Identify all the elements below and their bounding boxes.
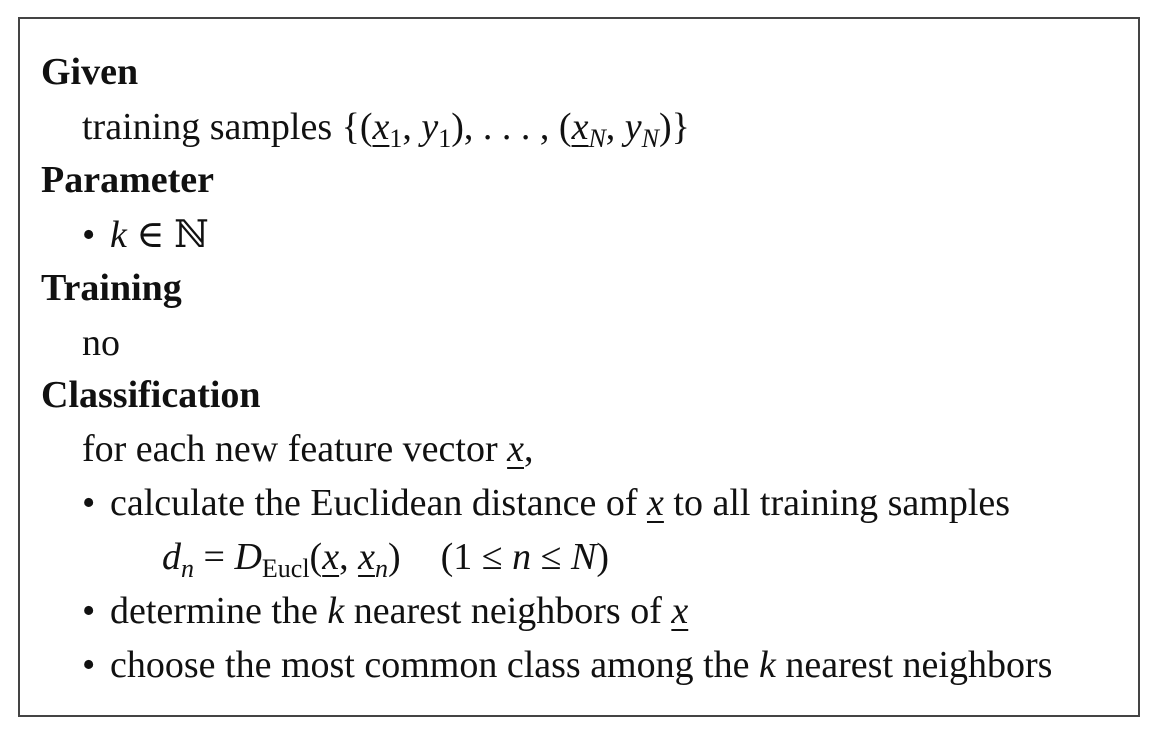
formula-cond-mid: ≤: [531, 536, 571, 578]
formula-xn-sub: n: [374, 554, 388, 583]
classification-intro: [82, 430, 534, 468]
given-yN-sub: N: [641, 124, 660, 153]
formula-n: n: [512, 536, 532, 578]
formula-eq: =: [194, 536, 235, 578]
formula-d: d: [162, 536, 181, 578]
bullet-icon: •: [82, 482, 96, 524]
step1-x: x: [647, 482, 664, 524]
given-text: [82, 106, 690, 153]
formula-cond-open: (1 ≤: [440, 536, 513, 578]
intro-x: x: [507, 428, 524, 470]
heading-training: Training: [41, 267, 182, 309]
parameter-item: [82, 216, 209, 254]
step1-suffix: to all training samples: [663, 482, 1011, 524]
step2-x: x: [671, 590, 689, 632]
training-text: no: [82, 322, 120, 364]
given-x1: x: [372, 106, 390, 148]
heading-parameter: Parameter: [41, 159, 214, 201]
given-x1-sub: 1: [389, 124, 403, 153]
bullet-icon: •: [82, 214, 96, 256]
given-middle: ), . . . , (: [451, 106, 572, 148]
distance-formula: [162, 536, 609, 583]
bullet-icon: •: [82, 590, 96, 632]
algorithm-box: [18, 17, 1140, 717]
given-y1: y: [421, 106, 439, 148]
given-suffix: )}: [659, 106, 690, 148]
step3-suffix: nearest neighbors: [775, 644, 1053, 686]
formula-cond-close: ): [596, 536, 609, 578]
formula-x: x: [322, 536, 340, 578]
formula-d-sub: n: [181, 554, 194, 583]
step2-prefix: determine the: [110, 590, 328, 632]
intro-suffix: ,: [524, 428, 534, 470]
formula-open: (: [309, 536, 323, 578]
formula-xn: x: [358, 536, 375, 578]
formula-close: ): [387, 536, 401, 578]
step2-k: k: [327, 590, 345, 632]
step3-prefix: choose the most common class among the: [110, 644, 760, 686]
formula-D: D: [234, 536, 262, 578]
formula-D-sub: Eucl: [261, 554, 310, 583]
given-y1-sub: 1: [438, 124, 452, 153]
given-xN: x: [571, 106, 589, 148]
given-comma1: ,: [402, 106, 422, 148]
step2-mid: nearest neighbors of: [344, 590, 672, 632]
formula-comma: ,: [339, 536, 359, 578]
intro-prefix: for each new feature vector: [82, 428, 508, 470]
given-prefix: training samples {(: [82, 106, 373, 148]
given-yN: y: [624, 106, 642, 148]
step3-k: k: [759, 644, 776, 686]
bullet-icon: •: [82, 644, 96, 686]
step1-prefix: calculate the Euclidean distance of: [110, 482, 648, 524]
formula-N: N: [570, 536, 597, 578]
given-comma2: ,: [605, 106, 625, 148]
given-xN-sub: N: [588, 124, 606, 153]
classification-step1: [82, 484, 1010, 522]
parameter-relation: ∈ ℕ: [126, 214, 209, 256]
classification-step2: [82, 592, 688, 630]
heading-given: Given: [41, 51, 139, 93]
classification-step3: [82, 646, 1052, 684]
parameter-k: k: [110, 214, 127, 256]
heading-classification: Classification: [41, 374, 261, 416]
